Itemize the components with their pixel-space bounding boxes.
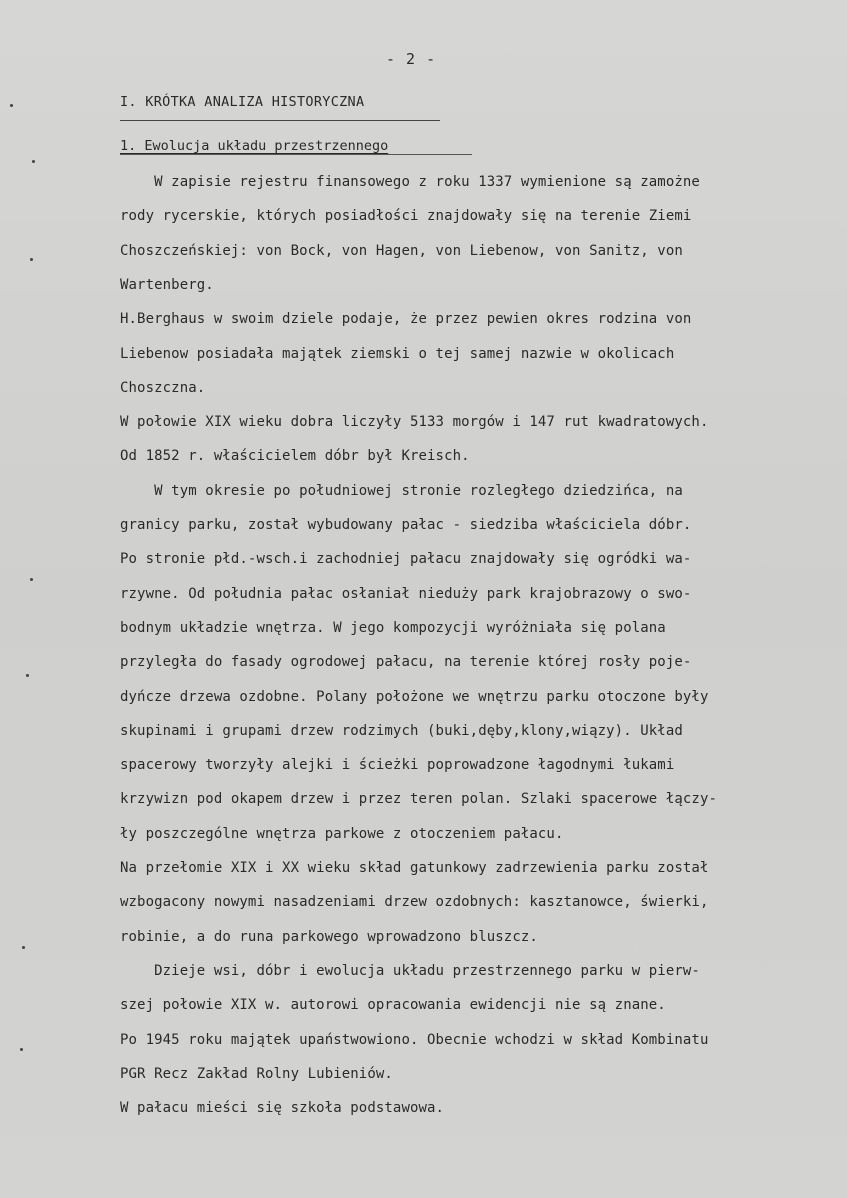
- margin-mark: [32, 160, 35, 163]
- section-heading: I. KRÓTKA ANALIZA HISTORYCZNA: [120, 94, 365, 110]
- text-line: wzbogacony nowymi nasadzeniami drzew ozdobnych: kasztanowce, świerki,: [120, 894, 709, 911]
- text-line: spacerowy tworzyły alejki i ścieżki poprowadzone łagodnymi łukami: [120, 757, 675, 774]
- margin-mark: [26, 674, 29, 677]
- text-line: Dzieje wsi, dóbr i ewolucja układu przestrzennego parku w pierw-: [120, 962, 700, 979]
- text-line: krzywizn pod okapem drzew i przez teren polan. Szlaki spacerowe łączy-: [120, 791, 718, 808]
- text-line: ły poszczególne wnętrza parkowe z otoczeniem pałacu.: [120, 825, 564, 842]
- text-line: W pałacu mieści się szkoła podstawowa.: [120, 1100, 445, 1117]
- text-line: Liebenow posiadała majątek ziemski o tej samej nazwie w okolicach: [120, 345, 675, 362]
- text-line: W połowie XIX wieku dobra liczyły 5133 morgów i 147 rut kwadratowych.: [120, 414, 709, 431]
- text-line: skupinami i grupami drzew rodzimych (buki,dęby,klony,wiązy). Układ: [120, 722, 683, 739]
- text-line: bodnym układzie wnętrza. W jego kompozycji wyróżniała się polana: [120, 619, 666, 636]
- margin-mark: [20, 1048, 23, 1051]
- text-line: W zapisie rejestru finansowego z roku 1337 wymienione są zamożne: [120, 174, 700, 190]
- text-line: dyńcze drzewa ozdobne. Polany położone we wnętrzu parku otoczone były: [120, 688, 709, 705]
- text-line: przyległa do fasady ogrodowej pałacu, na terenie której rosły poje-: [120, 654, 692, 671]
- heading-underline: [120, 120, 440, 121]
- text-line: Po stronie płd.-wsch.i zachodniej pałacu znajdowały się ogródki wa-: [120, 551, 692, 568]
- text-line: Choszczna.: [120, 379, 206, 396]
- text-line: rody rycerskie, których posiadłości znajdowały się na terenie Ziemi: [120, 208, 692, 225]
- text-line: robinie, a do runa parkowego wprowadzono bluszcz.: [120, 928, 538, 945]
- text-line: szej połowie XIX w. autorowi opracowania ewidencji nie są znane.: [120, 997, 666, 1014]
- text-line: Choszczeńskiej: von Bock, von Hagen, von Liebenow, von Sanitz, von: [120, 242, 683, 259]
- text-line: Wartenberg.: [120, 276, 214, 293]
- text-line: granicy parku, został wybudowany pałac - siedziba właściciela dóbr.: [120, 517, 692, 533]
- margin-mark: [30, 578, 33, 581]
- text-line: PGR Recz Zakład Rolny Lubieniów.: [120, 1065, 393, 1082]
- text-line: W tym okresie po południowej stronie rozległego dziedzińca, na: [120, 482, 683, 499]
- text-line: H.Berghaus w swoim dziele podaje, że przez pewien okres rodzina von: [120, 311, 692, 328]
- subsection-heading: 1. Ewolucja układu przestrzennego: [120, 138, 389, 154]
- text-line: Od 1852 r. właścicielem dóbr był Kreisch.: [120, 448, 470, 465]
- margin-mark: [22, 946, 25, 949]
- margin-mark: [10, 104, 13, 107]
- margin-mark: [30, 258, 33, 261]
- text-line: rzywne. Od południa pałac osłaniał nieduży park krajobrazowy o swo-: [120, 585, 692, 602]
- subheading-underline: [120, 154, 472, 155]
- page-number: - 2 -: [386, 50, 437, 68]
- text-line: Po 1945 roku majątek upaństwowiono. Obecnie wchodzi w skład Kombinatu: [120, 1031, 709, 1048]
- text-line: Na przełomie XIX i XX wieku skład gatunkowy zadrzewienia parku został: [120, 860, 709, 876]
